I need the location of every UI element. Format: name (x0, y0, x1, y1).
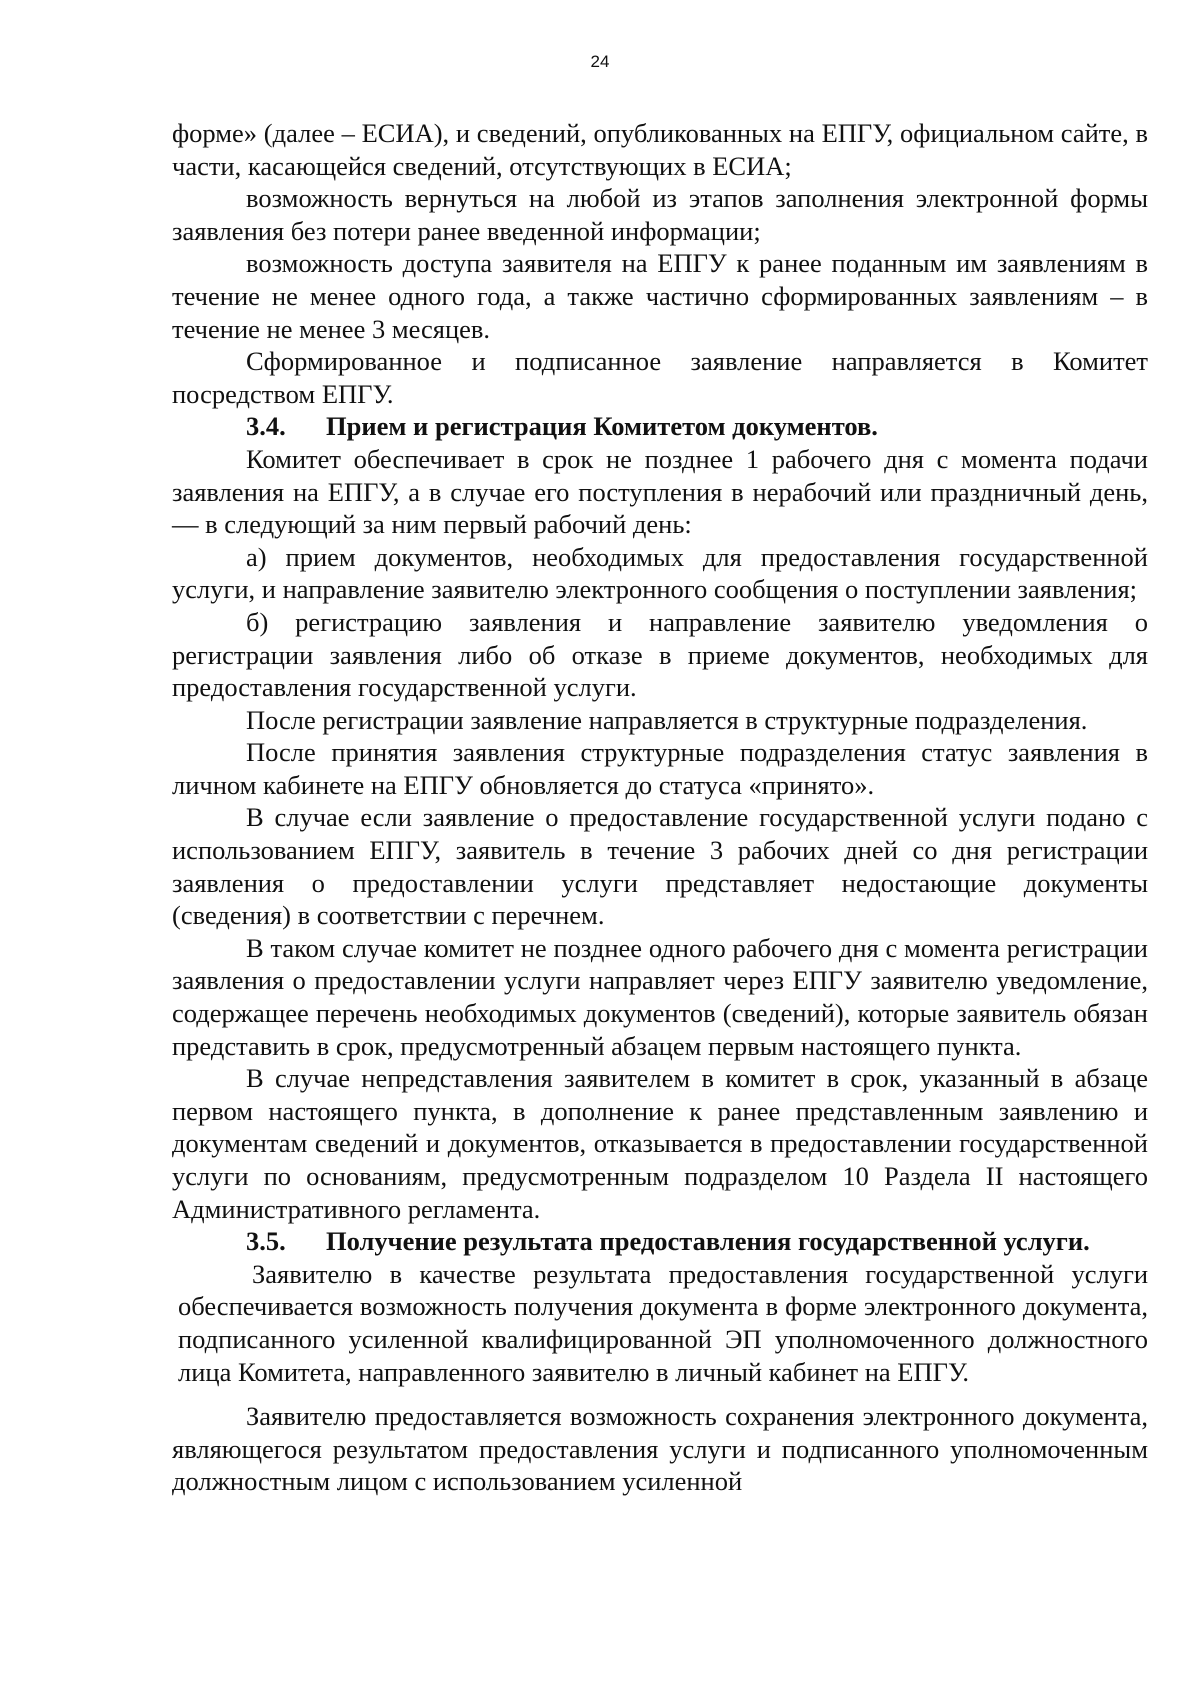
paragraph: Сформированное и подписанное заявление направляется в Комитет посредством ЕПГУ. (172, 346, 1148, 409)
section-heading-3-4 (172, 410, 1148, 443)
paragraph: форме» (далее – ЕСИА), и сведений, опубликованных на ЕПГУ, официальном сайте, в части, касающейся сведений, отсутствующих в ЕСИА; (172, 118, 1148, 181)
paragraph: После принятия заявления структурные подразделения статус заявления в личном кабинете на ЕПГУ обновляется до статуса «принято». (172, 737, 1148, 800)
paragraph: а) прием документов, необходимых для предоставления государственной услуги, и направление заявителю электронного сообщения о поступлении заявления; (172, 541, 1148, 605)
section-heading-3-5 (172, 1225, 1148, 1258)
paragraph: В таком случае комитет не позднее одного рабочего дня с момента регистрации заявления о предоставлении услуги направляет через ЕПГУ заявителю уведомление, содержащее перечень необходимых документов (сведений), которые заявитель обязан представить в срок, предусмотренный абзацем первым настоящего пункта. (172, 932, 1148, 1061)
section-title: Получение результата предоставления государственной услуги. (326, 1226, 1090, 1257)
paragraph: Заявителю предоставляется возможность сохранения электронного документа, являющегося результатом предоставления услуги и подписанного уполномоченным должностным лицом с использованием усиленной (172, 1401, 1148, 1497)
section-number: 3.4. (246, 411, 286, 442)
paragraph: б) регистрацию заявления и направление заявителю уведомления о регистрации заявления либо об отказе в приеме документов, необходимых для предоставления государственной услуги. (172, 606, 1148, 703)
paragraph: В случае если заявление о предоставление государственной услуги подано с использованием ЕПГУ, заявитель в течение 3 рабочих дней со дня регистрации заявления о предоставлении услуги представляет недостающие документы (сведения) в соответствии с перечнем. (172, 802, 1148, 931)
page-number: 24 (590, 52, 610, 71)
paragraph: После регистрации заявление направляется в структурные подразделения. (246, 704, 1088, 735)
paragraph: В случае непредставления заявителем в комитет в срок, указанный в абзаце первом настоящего пункта, в дополнение к ранее представленным заявлению и документам сведений и документов, отказывается в предоставлении государственной услуги по основаниям, предусмотренным подразделом 10 Раздела II настоящего Административного регламента. (172, 1063, 1148, 1224)
paragraph: возможность доступа заявителя на ЕПГУ к ранее поданным им заявлениям в течение не менее одного года, а также частично сформированных заявлениям – в течение не менее 3 месяцев. (172, 248, 1148, 344)
document-body (172, 117, 1148, 1498)
paragraph: Заявителю в качестве результата предоставления государственной услуги обеспечивается возможность получения документа в форме электронного документа, подписанного усиленной квалифицированной ЭП уполномоченного должностного лица Комитета, направленного заявителю в личный кабинет на ЕПГУ. (178, 1258, 1148, 1387)
paragraph: Комитет обеспечивает в срок не позднее 1 рабочего дня с момента подачи заявления на ЕПГУ, а в случае его поступления в нерабочий или праздничный день, — в следующий за ним первый рабочий день: (172, 443, 1148, 540)
paragraph: возможность вернуться на любой из этапов заполнения электронной формы заявления без потери ранее введенной информации; (172, 183, 1148, 246)
section-title: Прием и регистрация Комитетом документов. (326, 411, 878, 442)
section-number: 3.5. (246, 1226, 286, 1257)
